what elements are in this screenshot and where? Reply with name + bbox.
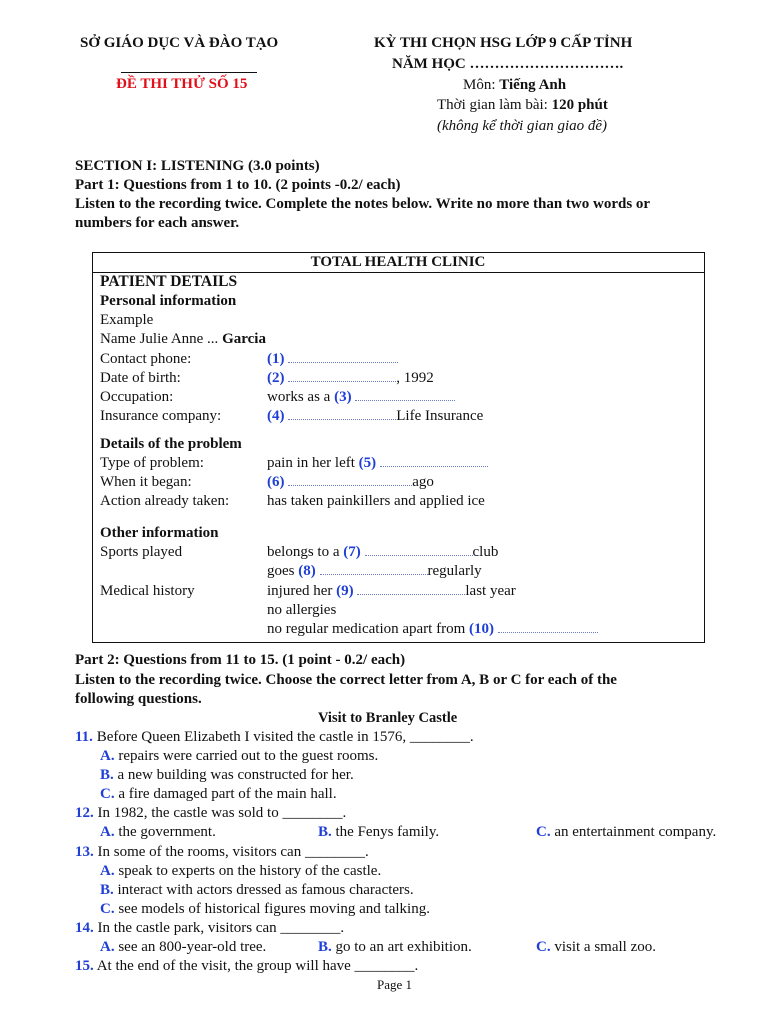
option-letter: A. <box>100 939 115 955</box>
option-letter: B. <box>318 824 332 840</box>
header-time <box>437 97 608 114</box>
answer-8-number: (8) <box>298 563 316 579</box>
question-number: 11. <box>75 729 93 745</box>
question-number: 15. <box>75 958 94 974</box>
answer-7-blank[interactable] <box>365 544 473 556</box>
question-number: 12. <box>75 805 94 821</box>
answer-2-number: (2) <box>267 370 285 386</box>
section-title: SECTION I: LISTENING (3.0 points) <box>75 158 320 174</box>
answer-6-field[interactable] <box>267 474 434 491</box>
question-text: Before Queen Elizabeth I visited the castle in 1576, ________. <box>96 729 474 745</box>
header-exam-title: KỲ THI CHỌN HSG LỚP 9 CẤP TỈNH <box>374 35 633 51</box>
answer-9-number: (9) <box>336 583 354 599</box>
answer-9-field[interactable] <box>267 583 516 600</box>
answer-3-prefix: works as a <box>267 389 335 405</box>
answer-6-suffix: ago <box>412 474 434 490</box>
part1-instruction-2: numbers for each answer. <box>75 215 240 231</box>
answer-5-number: (5) <box>358 455 377 471</box>
option-11-b[interactable] <box>100 767 354 784</box>
option-12-b[interactable] <box>318 824 439 841</box>
answer-3-field[interactable] <box>267 389 455 406</box>
other-info-heading: Other information <box>100 525 219 541</box>
answer-5-blank[interactable] <box>380 455 488 467</box>
question-15 <box>75 958 418 975</box>
question-12 <box>75 805 346 822</box>
option-letter: A. <box>100 824 115 840</box>
answer-10-number: (10) <box>469 621 495 637</box>
answer-9-prefix: injured her <box>267 583 337 599</box>
part1-title: Part 1: Questions from 1 to 10. (2 points -0.2/ each) <box>75 177 401 193</box>
option-11-c[interactable] <box>100 786 337 803</box>
question-text: In 1982, the castle was sold to ________. <box>97 805 347 821</box>
header-time-note: (không kể thời gian giao đề) <box>437 118 608 134</box>
table-title: TOTAL HEALTH CLINIC <box>310 254 486 270</box>
option-11-a[interactable] <box>100 748 378 765</box>
answer-7-prefix: belongs to a <box>267 544 344 560</box>
birth-date-label: Date of birth: <box>100 370 181 386</box>
answer-4-field[interactable] <box>267 408 483 425</box>
option-letter: C. <box>536 824 551 840</box>
question-13 <box>75 844 369 861</box>
option-text: an entertainment company. <box>550 824 717 840</box>
option-text: the government. <box>114 824 216 840</box>
option-letter: A. <box>100 748 115 764</box>
option-text: repairs were carried out to the guest rooms. <box>114 748 379 764</box>
option-14-c[interactable] <box>536 939 656 956</box>
answer-8-suffix: regularly <box>427 563 482 579</box>
header-school-year: NĂM HỌC …………………………. <box>392 56 624 72</box>
option-letter: A. <box>100 863 115 879</box>
option-13-c[interactable] <box>100 901 430 918</box>
answer-8-blank[interactable] <box>320 563 428 575</box>
option-text: see an 800-year-old tree. <box>114 939 267 955</box>
question-text: In some of the rooms, visitors can ________. <box>97 844 369 860</box>
answer-9-blank[interactable] <box>357 583 465 595</box>
answer-5-field[interactable] <box>267 455 488 472</box>
problem-type-label: Type of problem: <box>100 455 204 471</box>
part2-instruction-2: following questions. <box>75 691 202 707</box>
example-name-prefix: Name Julie Anne ... <box>100 331 223 347</box>
time-label: Thời gian làm bài: <box>437 97 552 113</box>
option-12-a[interactable] <box>100 824 216 841</box>
option-letter: B. <box>318 939 332 955</box>
part2-instruction-1: Listen to the recording twice. Choose the correct letter from A, B or C for each of the <box>75 672 617 688</box>
option-text: go to an art exhibition. <box>331 939 472 955</box>
answer-5-prefix: pain in her left <box>267 455 359 471</box>
example-name <box>100 331 266 348</box>
question-number: 14. <box>75 920 94 936</box>
sports-label: Sports played <box>100 544 183 560</box>
details-heading: Details of the problem <box>100 436 242 452</box>
answer-7-suffix: club <box>472 544 499 560</box>
answer-9-suffix: last year <box>465 583 516 599</box>
option-text: a new building was constructed for her. <box>113 767 354 783</box>
answer-1-field[interactable] <box>267 351 398 368</box>
option-14-b[interactable] <box>318 939 472 956</box>
option-13-b[interactable] <box>100 882 414 899</box>
option-letter: C. <box>536 939 551 955</box>
answer-10-prefix: no regular medication apart from <box>267 621 470 637</box>
option-letter: B. <box>100 882 114 898</box>
answer-4-suffix: Life Insurance <box>396 408 484 424</box>
option-12-c[interactable] <box>536 824 716 841</box>
answer-1-blank[interactable] <box>288 351 398 363</box>
answer-8-field[interactable] <box>267 563 482 580</box>
contact-phone-label: Contact phone: <box>100 351 192 367</box>
part1-instruction-1: Listen to the recording twice. Complete the notes below. Write no more than two words or <box>75 196 651 212</box>
answer-1-number: (1) <box>267 351 285 367</box>
occupation-label: Occupation: <box>100 389 174 405</box>
subject-label: Môn: <box>463 77 500 93</box>
question-14 <box>75 920 344 937</box>
answer-7-number: (7) <box>343 544 361 560</box>
answer-10-blank[interactable] <box>498 621 598 633</box>
answer-2-field[interactable] <box>267 370 434 387</box>
option-text: a fire damaged part of the main hall. <box>114 786 337 802</box>
answer-4-blank[interactable] <box>288 408 396 420</box>
option-text: see models of historical figures moving and talking. <box>114 901 430 917</box>
medical-label: Medical history <box>100 583 195 599</box>
subject-value: Tiếng Anh <box>499 77 567 93</box>
question-text: In the castle park, visitors can ________. <box>97 920 345 936</box>
option-letter: C. <box>100 786 115 802</box>
answer-3-blank[interactable] <box>355 389 455 401</box>
personal-info-heading: Personal information <box>100 293 237 309</box>
answer-2-blank[interactable] <box>288 370 396 382</box>
option-text: interact with actors dressed as famous characters. <box>113 882 414 898</box>
answer-8-prefix: goes <box>267 563 299 579</box>
question-text: At the end of the visit, the group will have ________. <box>96 958 419 974</box>
answer-2-suffix: , 1992 <box>396 370 434 386</box>
insurance-label: Insurance company: <box>100 408 222 424</box>
header-divider <box>121 72 257 73</box>
example-name-value: Garcia <box>222 331 266 347</box>
part2-title: Part 2: Questions from 11 to 15. (1 point - 0.2/ each) <box>75 652 406 668</box>
answer-7-field[interactable] <box>267 544 498 561</box>
action-text: has taken painkillers and applied ice <box>267 493 485 509</box>
question-11 <box>75 729 474 746</box>
action-label: Action already taken: <box>100 493 230 509</box>
part2-heading: Visit to Branley Castle <box>318 710 458 726</box>
option-letter: C. <box>100 901 115 917</box>
answer-3-number: (3) <box>334 389 352 405</box>
header-exam-number: ĐỀ THI THỬ SỐ 15 <box>116 76 248 92</box>
page-number: Page 1 <box>377 977 413 992</box>
option-text: the Fenys family. <box>331 824 440 840</box>
answer-6-blank[interactable] <box>288 474 412 486</box>
header-subject <box>463 77 566 94</box>
option-letter: B. <box>100 767 114 783</box>
question-number: 13. <box>75 844 94 860</box>
header-org: SỞ GIÁO DỤC VÀ ĐÀO TẠO <box>80 35 279 51</box>
option-text: visit a small zoo. <box>550 939 656 955</box>
option-13-a[interactable] <box>100 863 381 880</box>
option-14-a[interactable] <box>100 939 266 956</box>
began-label: When it began: <box>100 474 192 490</box>
time-value: 120 phút <box>551 97 608 113</box>
no-allergies-text: no allergies <box>267 602 337 618</box>
answer-4-number: (4) <box>267 408 285 424</box>
example-label: Example <box>100 312 154 328</box>
answer-10-field[interactable] <box>267 621 598 638</box>
option-text: speak to experts on the history of the castle. <box>114 863 382 879</box>
patient-details-heading: PATIENT DETAILS <box>100 273 238 290</box>
answer-6-number: (6) <box>267 474 285 490</box>
